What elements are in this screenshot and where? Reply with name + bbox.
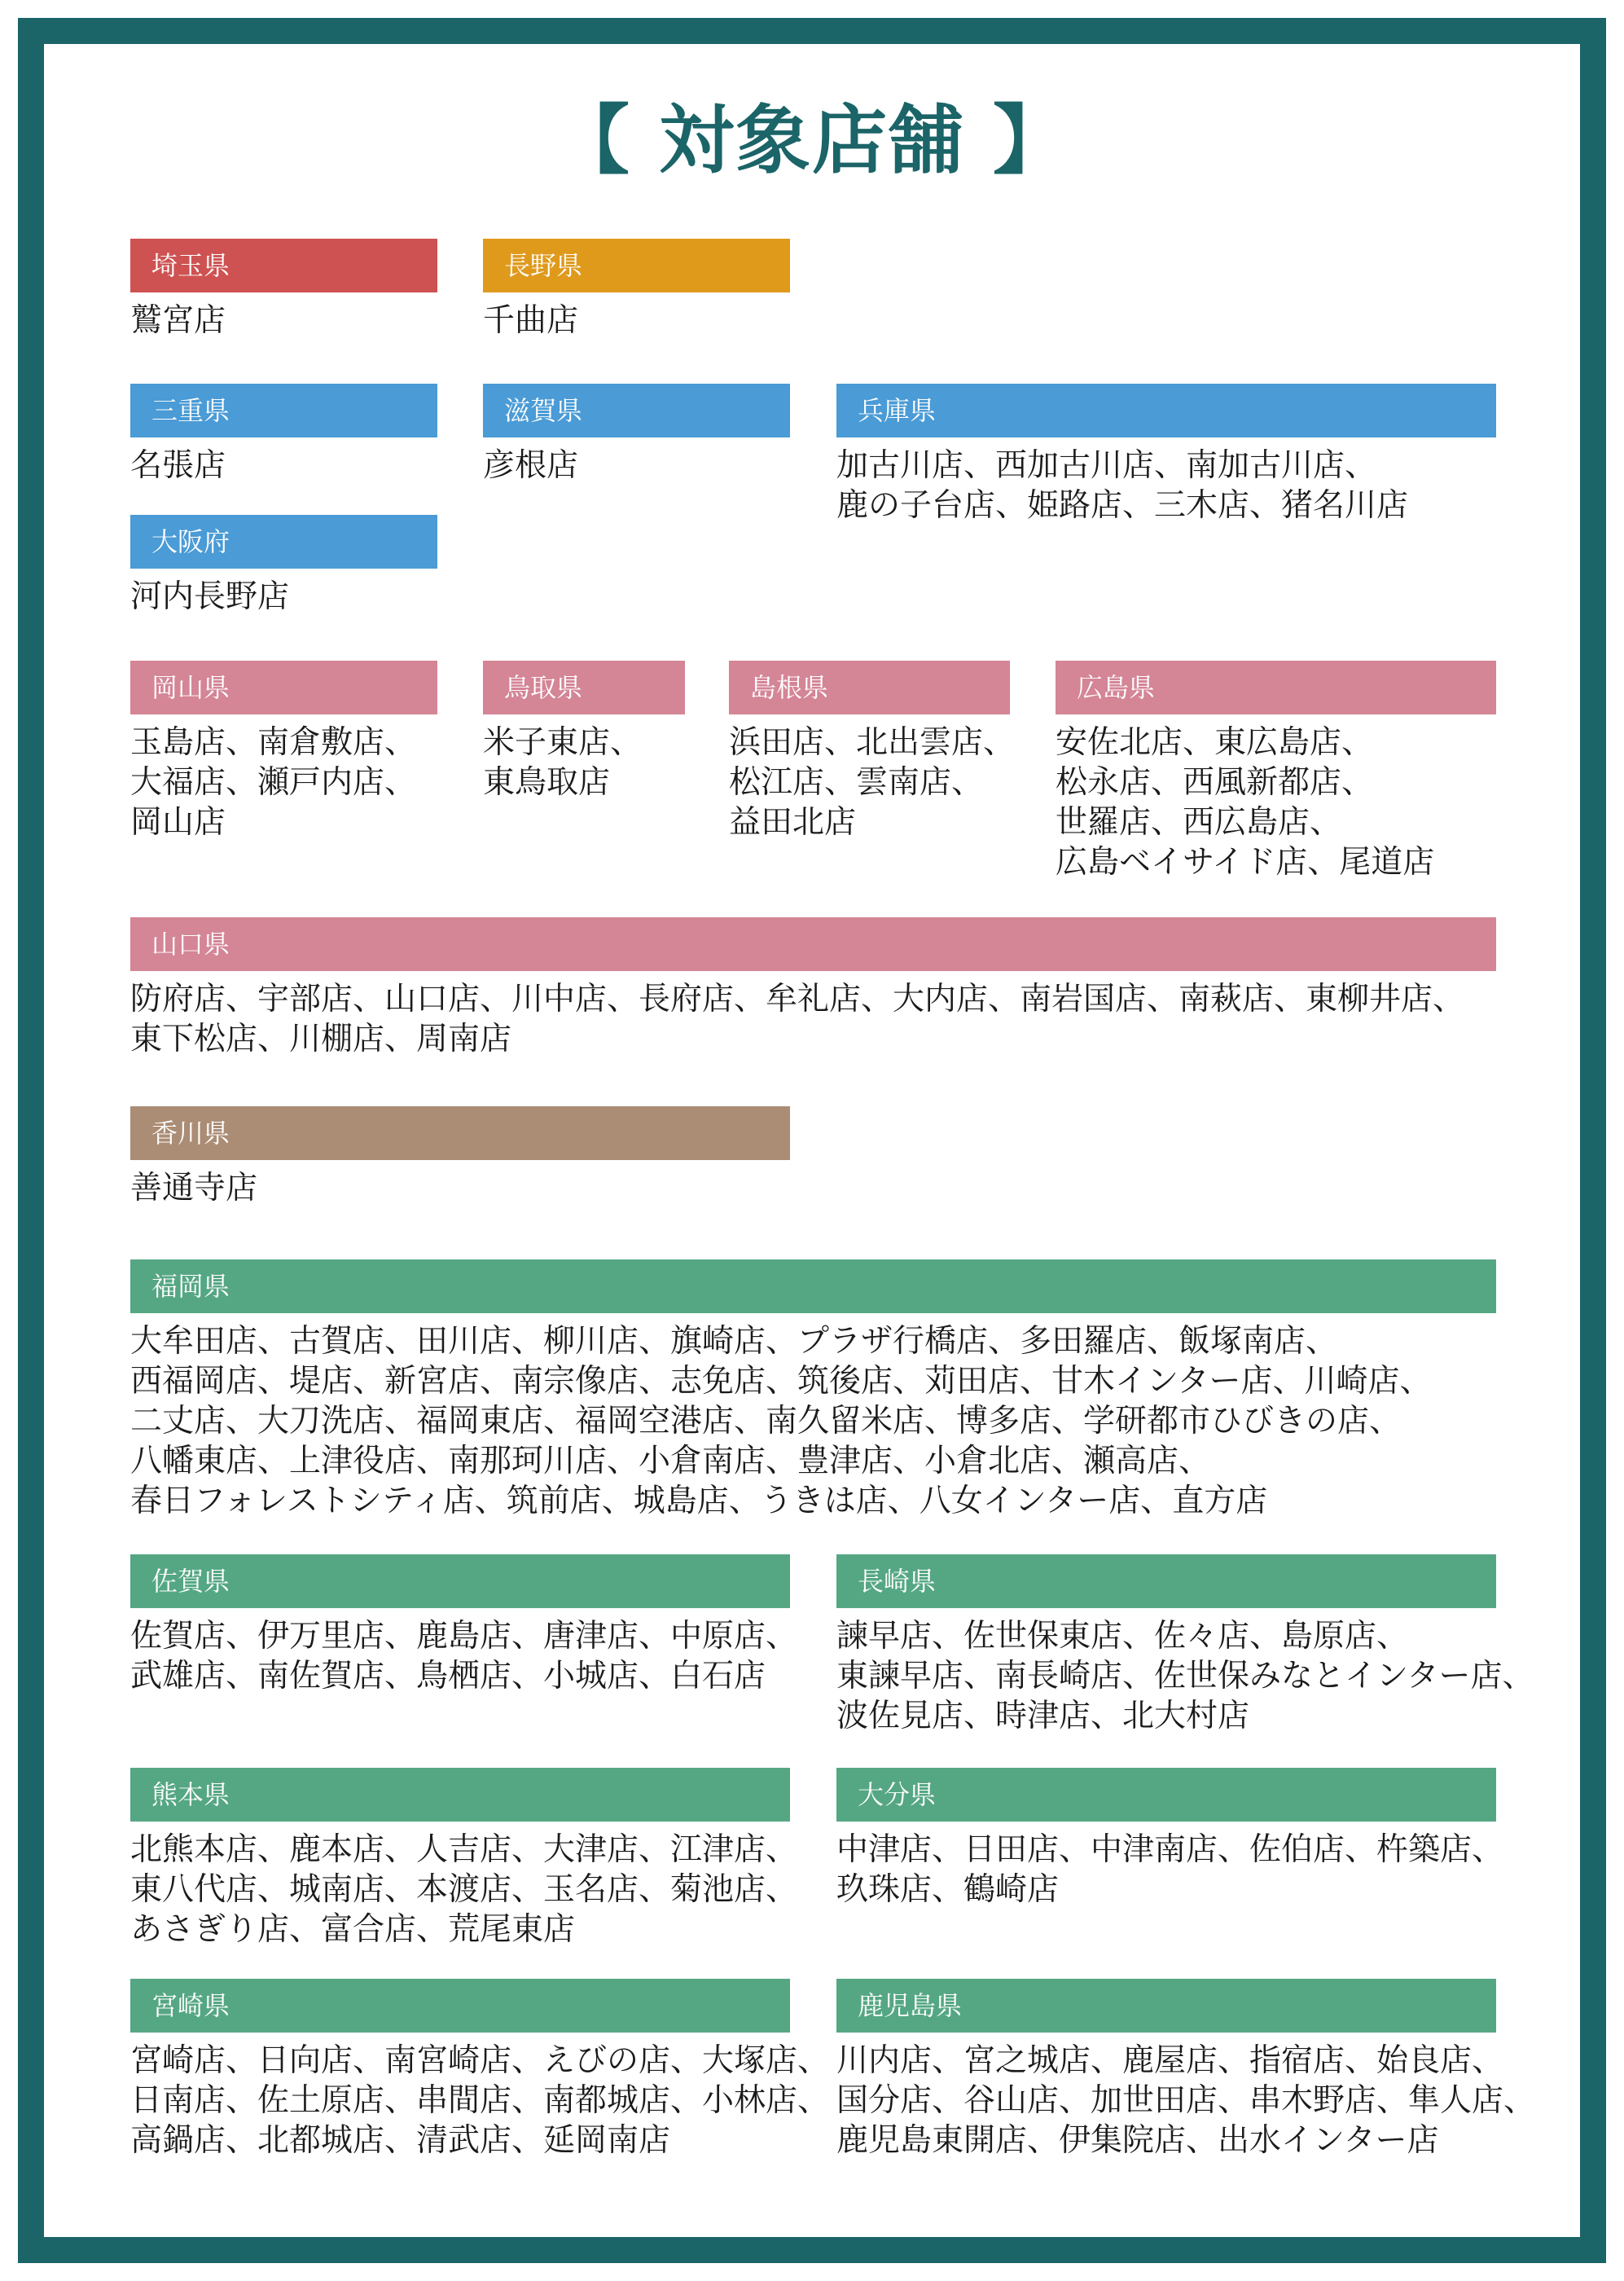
prefecture-header: 香川県 bbox=[130, 1106, 790, 1160]
prefecture-nagano bbox=[483, 239, 790, 341]
prefecture-header: 長野県 bbox=[483, 239, 790, 292]
prefecture-hyogo bbox=[836, 384, 1496, 525]
store-list: 諫早店、佐世保東店、佐々店、島原店、 東諫早店、南長崎店、佐世保みなとインター店、 波佐見店、時津店、北大村店 bbox=[836, 1618, 1534, 1734]
store-list: 千曲店 bbox=[483, 302, 579, 339]
store-list: 宮崎店、日向店、南宮崎店、えびの店、大塚店、 日南店、佐土原店、串間店、南都城店、小林店、 高鍋店、北都城店、清武店、延岡南店 bbox=[130, 2042, 830, 2159]
prefecture-header: 大阪府 bbox=[130, 515, 437, 569]
prefecture-oita bbox=[836, 1768, 1504, 1910]
prefecture-header: 岡山県 bbox=[130, 661, 437, 714]
prefecture-kumamoto bbox=[130, 1768, 798, 1949]
page-title: 【 対象店舗 】 bbox=[554, 97, 1070, 184]
prefecture-hiroshima bbox=[1056, 661, 1496, 882]
store-list: 加古川店、西加古川店、南加古川店、 鹿の子台店、姫路店、三木店、猪名川店 bbox=[836, 447, 1409, 524]
prefecture-header: 宮崎県 bbox=[130, 1979, 790, 2033]
store-list: 川内店、宮之城店、鹿屋店、指宿店、始良店、 国分店、谷山店、加世田店、串木野店、隼人店、 鹿児島東開店、伊集院店、出水インター店 bbox=[836, 2042, 1536, 2159]
store-list: 防府店、宇部店、山口店、川中店、長府店、牟礼店、大内店、南岩国店、南萩店、東柳井店、 東下松店、川棚店、周南店 bbox=[130, 981, 1465, 1057]
prefecture-header: 三重県 bbox=[130, 384, 437, 437]
prefecture-header: 兵庫県 bbox=[836, 384, 1496, 437]
prefecture-header: 島根県 bbox=[729, 661, 1010, 714]
store-list: 玉島店、南倉敷店、 大福店、瀬戸内店、 岡山店 bbox=[130, 724, 417, 841]
store-list: 名張店 bbox=[130, 447, 226, 484]
store-list: 中津店、日田店、中津南店、佐伯店、杵築店、 玖珠店、鶴崎店 bbox=[836, 1831, 1504, 1908]
store-list: 浜田店、北出雲店、 松江店、雲南店、 益田北店 bbox=[729, 724, 1016, 841]
prefecture-header: 熊本県 bbox=[130, 1768, 790, 1822]
store-list: 米子東店、 東鳥取店 bbox=[483, 724, 643, 801]
store-list: 鷲宮店 bbox=[130, 302, 226, 339]
prefecture-fukuoka bbox=[130, 1259, 1496, 1521]
prefecture-saitama bbox=[130, 239, 437, 341]
store-list: 佐賀店、伊万里店、鹿島店、唐津店、中原店、 武雄店、南佐賀店、鳥栖店、小城店、白石店 bbox=[130, 1618, 798, 1694]
prefecture-header: 大分県 bbox=[836, 1768, 1496, 1822]
store-list: 河内長野店 bbox=[130, 578, 290, 615]
prefecture-header: 広島県 bbox=[1056, 661, 1496, 714]
prefecture-header: 山口県 bbox=[130, 917, 1496, 971]
prefecture-header: 鳥取県 bbox=[483, 661, 685, 714]
prefecture-tottori bbox=[483, 661, 685, 802]
prefecture-header: 長崎県 bbox=[836, 1554, 1496, 1608]
store-list: 北熊本店、鹿本店、人吉店、大津店、江津店、 東八代店、城南店、本渡店、玉名店、菊池店、 あさぎり店、富合店、荒尾東店 bbox=[130, 1831, 798, 1948]
prefecture-shimane bbox=[729, 661, 1016, 842]
prefecture-miyazaki bbox=[130, 1979, 830, 2160]
prefecture-kagoshima bbox=[836, 1979, 1536, 2160]
store-list: 安佐北店、東広島店、 松永店、西風新都店、 世羅店、西広島店、 広島ベイサイド店、尾道店 bbox=[1056, 724, 1435, 881]
prefecture-okayama bbox=[130, 661, 437, 842]
prefecture-header: 佐賀県 bbox=[130, 1554, 790, 1608]
prefecture-shiga bbox=[483, 384, 790, 486]
store-list: 大牟田店、古賀店、田川店、柳川店、旗崎店、プラザ行橋店、多田羅店、飯塚南店、 西福岡店、堤店、新宮店、南宗像店、志免店、筑後店、苅田店、甘木インター店、川崎店、 二丈店、大刀洗店、福岡東店、福岡空港店、南久留米店、博多店、学研都市ひびきの店、 八幡東店、上津役店、南那珂川店、小倉南店、豊津店、小倉北店、瀬高店、 春日フォレストシティ店、筑前店、城島店、うきは店、八女インター店、直方店 bbox=[130, 1323, 1432, 1519]
store-list: 彦根店 bbox=[483, 447, 579, 484]
prefecture-saga bbox=[130, 1554, 798, 1696]
prefecture-kagawa bbox=[130, 1106, 790, 1208]
store-list: 善通寺店 bbox=[130, 1170, 258, 1206]
prefecture-header: 滋賀県 bbox=[483, 384, 790, 437]
prefecture-header: 福岡県 bbox=[130, 1259, 1496, 1313]
prefecture-header: 埼玉県 bbox=[130, 239, 437, 292]
prefecture-yamaguchi bbox=[130, 917, 1496, 1059]
prefecture-mie bbox=[130, 384, 437, 486]
prefecture-header: 鹿児島県 bbox=[836, 1979, 1496, 2033]
prefecture-nagasaki bbox=[836, 1554, 1534, 1736]
prefecture-osaka bbox=[130, 515, 437, 617]
